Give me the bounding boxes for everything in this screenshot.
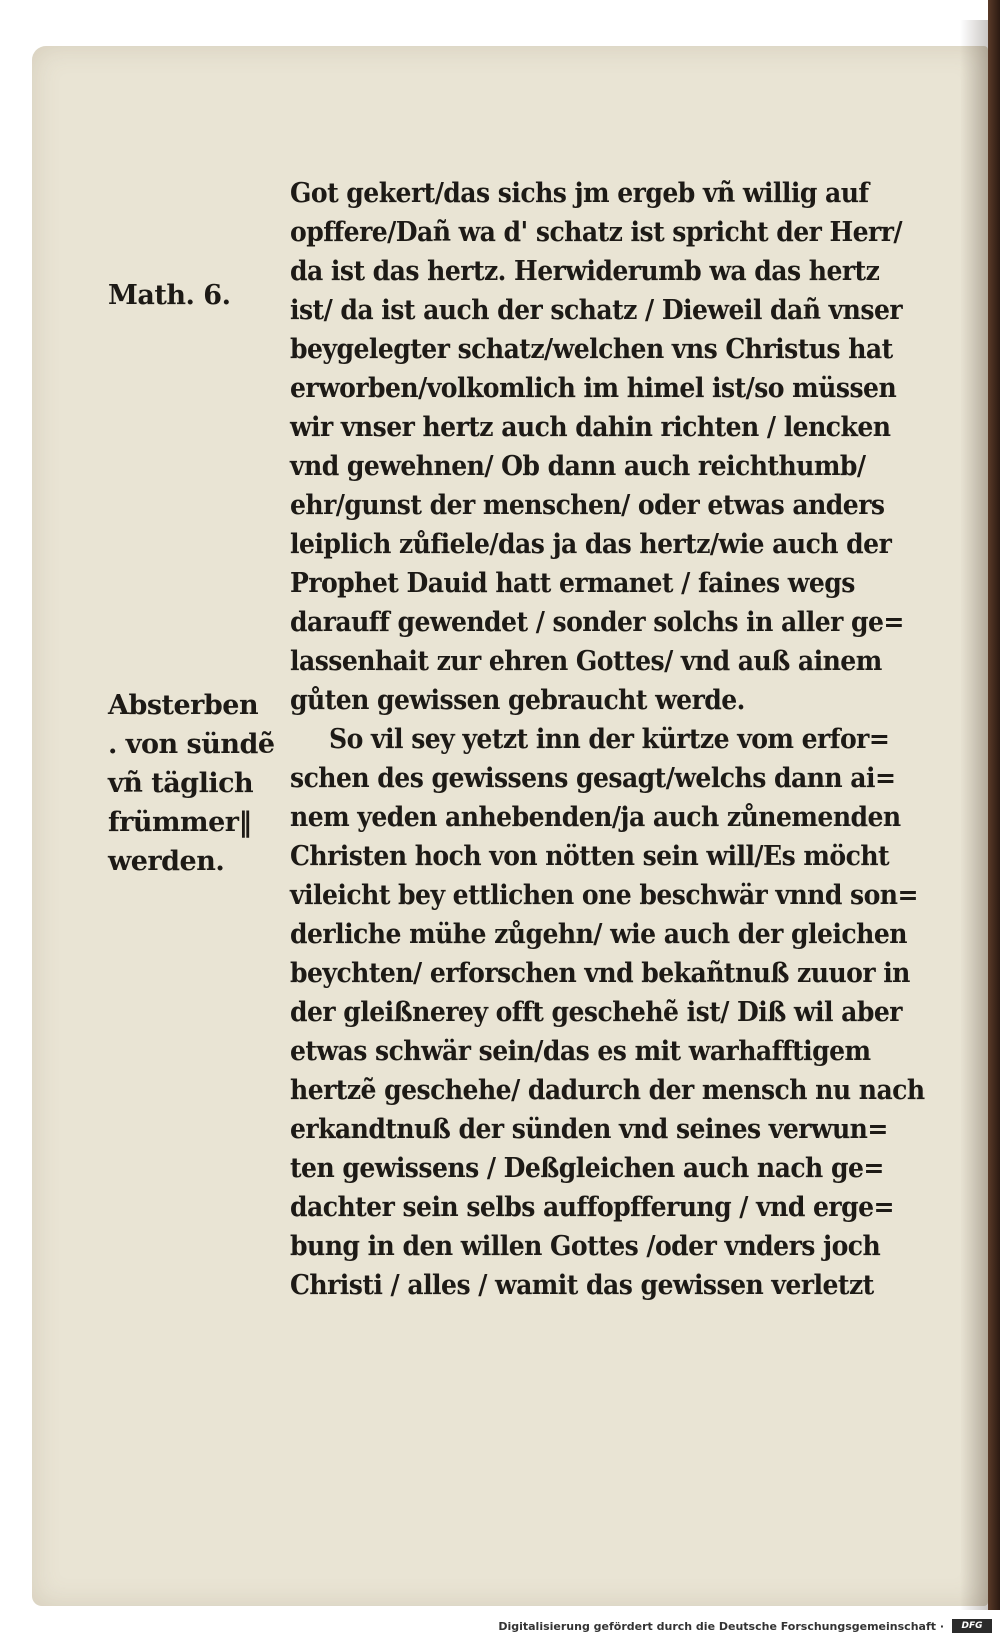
text-line: vileicht bey ettlichen one beschwär vnnd son=: [290, 880, 918, 911]
margin-note-absterben: [108, 686, 275, 881]
text-line: erworben/volkomlich im himel ist/so müssen: [290, 373, 897, 404]
margin-note-math: Math. 6.: [108, 280, 231, 311]
text-line: nem yeden anhebenden/ja auch zůnemenden: [290, 802, 901, 833]
dfg-logo: DFG: [952, 1619, 992, 1633]
text-line: der gleißnerey offt geschehẽ ist/ Diß wil aber: [290, 997, 902, 1028]
text-line: Christen hoch von nötten sein will/Es möcht: [290, 841, 890, 872]
margin-line: . von sündẽ: [108, 729, 275, 760]
text-line: hertzẽ geschehe/ dadurch der mensch nu nach: [290, 1075, 925, 1106]
footer-credit: Digitalisierung gefördert durch die Deutsche Forschungsgemeinschaft ·: [498, 1620, 944, 1633]
text-line: ist/ da ist auch der schatz / Dieweil dañ vnser: [290, 295, 903, 326]
text-line: ten gewissens / Deßgleichen auch nach ge=: [290, 1153, 884, 1184]
text-line: beygelegter schatz/welchen vns Christus hat: [290, 334, 893, 365]
text-line: Got gekert/das sichs jm ergeb vñ willig auf: [290, 178, 869, 209]
margin-line: frümmer‖: [108, 807, 252, 838]
margin-line: Absterben: [108, 690, 259, 721]
text-line: lassenhait zur ehren Gottes/ vnd auß ainem: [290, 646, 882, 677]
margin-line: werden.: [108, 846, 225, 877]
margin-line: vñ täglich: [108, 768, 254, 799]
text-line: schen des gewissens gesagt/welchs dann ai=: [290, 763, 896, 794]
text-line: da ist das hertz. Herwiderumb wa das hertz: [290, 256, 880, 287]
text-line: Prophet Dauid hatt ermanet / faines wegs: [290, 568, 855, 599]
text-line: leiplich zůfiele/das ja das hertz/wie auch der: [290, 529, 892, 560]
body-text: [290, 174, 962, 1305]
text-line: etwas schwär sein/das es mit warhafftigem: [290, 1036, 871, 1067]
text-line: vnd gewehnen/ Ob dann auch reichthumb/: [290, 451, 866, 482]
text-line: dachter sein selbs auffopfferung / vnd erge=: [290, 1192, 895, 1223]
text-line: derliche mühe zůgehn/ wie auch der gleichen: [290, 919, 907, 950]
text-line: ehr/gunst der menschen/ oder etwas anders: [290, 490, 885, 521]
text-line: gůten gewissen gebraucht werde.: [290, 685, 745, 716]
text-line: wir vnser hertz auch dahin richten / lencken: [290, 412, 891, 443]
text-line: So vil sey yetzt inn der kürtze vom erfor=: [329, 724, 890, 755]
text-line: opffere/Dañ wa d' schatz ist spricht der Herr/: [290, 217, 903, 248]
text-line: erkandtnuß der sünden vnd seines verwun=: [290, 1114, 888, 1145]
text-line: bung in den willen Gottes /oder vnders joch: [290, 1231, 881, 1262]
text-line: darauff gewendet / sonder solchs in aller ge=: [290, 607, 904, 638]
text-line: beychten/ erforschen vnd bekañtnuß zuuor in: [290, 958, 910, 989]
text-line: Christi / alles / wamit das gewissen verletzt: [290, 1270, 874, 1301]
book-edge: [988, 0, 1000, 1610]
